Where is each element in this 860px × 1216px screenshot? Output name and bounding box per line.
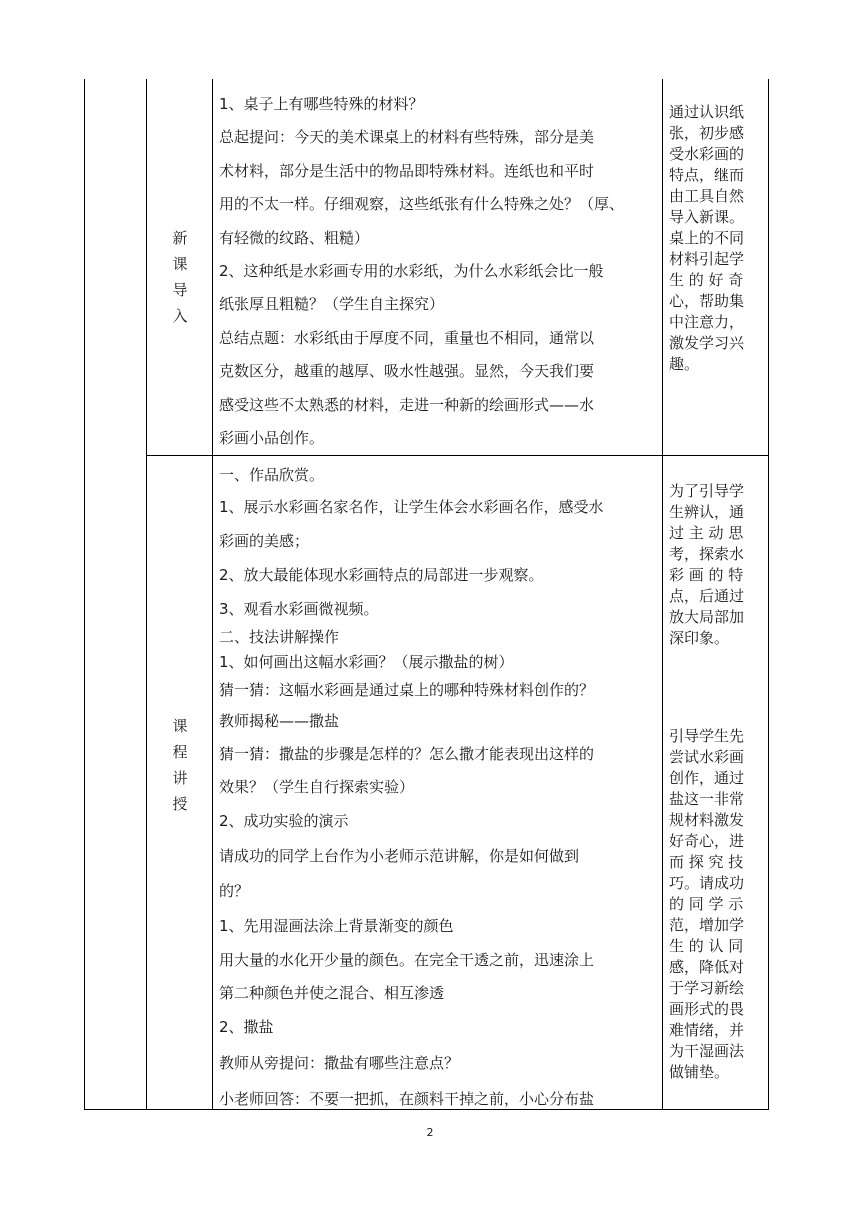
content-line: 效果？（学生自行探索实验） (219, 778, 415, 796)
content-line: 1、桌子上有哪些特殊的材料？ (219, 95, 424, 113)
content-line: 二、技法讲解操作 (219, 628, 340, 646)
content-line: 总结点题：水彩纸由于厚度不同，重量也不相同，通常以 (219, 328, 595, 347)
section-label-lecture (148, 713, 212, 817)
note-line: 特点，继而 (669, 166, 745, 184)
note-line: 材料引起学 (669, 250, 745, 268)
note-line: 考，探索水 (669, 545, 745, 563)
content-line: 用的不太一样。仔细观察，这些纸张有什么特殊之处？（厚、 (219, 195, 625, 214)
column-divider-note (662, 79, 663, 1110)
note-line: 画形式的畏 (669, 1000, 745, 1018)
note-line: 于学习新绘 (669, 979, 745, 997)
content-line: 彩画小品创作。 (219, 429, 325, 448)
section-content-new-lesson-intro (219, 88, 661, 455)
content-line: 1、展示水彩画名家名作，让学生体会水彩画名作，感受水 (219, 498, 604, 516)
section-content-lecture (219, 460, 661, 1117)
section-label-char: 新 (172, 229, 188, 247)
content-line: 纸张厚且粗糙？（学生自主探究） (219, 295, 445, 314)
content-line: 教师揭秘——撒盐 (219, 712, 340, 730)
note-line: 生辨认，通 (669, 503, 745, 521)
section-label-char: 讲 (172, 769, 188, 787)
content-line: 2、放大最能体现水彩画特点的局部进一步观察。 (219, 566, 544, 584)
note-line: 创作，通过 (669, 769, 745, 787)
table-left-border-inner (146, 79, 147, 1110)
content-line: 3、观看水彩画微视频。 (219, 600, 379, 618)
page-number: 2 (426, 1126, 434, 1139)
content-line: 用大量的水化开少量的颜色。在完全干透之前，迅速涂上 (219, 951, 595, 969)
content-line: 的？ (219, 882, 250, 900)
section-note-lecture (669, 481, 761, 649)
note-line: 为干湿画法 (669, 1042, 745, 1060)
section-note-new-lesson-intro (669, 102, 761, 375)
note-line: 难情绪，并 (669, 1021, 745, 1039)
content-line: 术材料，部分是生活中的物品即特殊材料。连纸也和平时 (219, 161, 595, 180)
note-line: 过 主 动 思 (669, 524, 744, 542)
section-label-char: 授 (172, 795, 188, 813)
note-line: 激发学习兴 (669, 334, 745, 352)
content-line: 2、撒盐 (219, 1018, 274, 1036)
content-line: 克数区分，越重的越厚、吸水性越强。显然，今天我们要 (219, 362, 595, 381)
note-line: 范，增加学 (669, 916, 745, 934)
note-line: 张，初步感 (669, 124, 745, 142)
note-line: 做铺垫。 (669, 1063, 730, 1081)
content-line: 请成功的同学上台作为小老师示范讲解，你是如何做到 (219, 847, 580, 865)
note-line: 桌上的不同 (669, 229, 745, 247)
note-line: 受水彩画的 (669, 145, 745, 163)
note-line: 放大局部加 (669, 608, 745, 626)
content-line: 教师从旁提问：撒盐有哪些注意点？ (219, 1054, 460, 1072)
note-line: 心，帮助集 (669, 292, 745, 310)
note-line: 尝试水彩画 (669, 748, 745, 766)
section-label-new-lesson-intro (148, 225, 212, 329)
section-label-char: 入 (172, 307, 188, 325)
section-label-char: 课 (172, 255, 188, 273)
content-line: 有轻微的纹路、粗糙） (219, 228, 370, 247)
note-line: 的 同 学 示 (669, 895, 744, 913)
note-line: 生 的 认 同 (669, 937, 744, 955)
section-label-char: 导 (172, 281, 188, 299)
content-line: 第二种颜色并使之混合、相互渗透 (219, 984, 445, 1002)
note-line: 盐这一非常 (669, 790, 745, 808)
note-line: 中注意力， (669, 313, 745, 331)
note-line: 好奇心，进 (669, 832, 745, 850)
note-line: 引导学生先 (669, 727, 745, 745)
table-right-border (768, 79, 769, 1110)
section-label-char: 课 (172, 717, 188, 735)
note-line: 点，后通过 (669, 587, 745, 605)
content-line: 总起提问：今天的美术课桌上的材料有些特殊，部分是美 (219, 128, 595, 147)
note-line: 深印象。 (669, 629, 730, 647)
section-label-char: 程 (172, 743, 188, 761)
content-line: 猜一猜：撒盐的步骤是怎样的？怎么撒才能表现出这样的 (219, 745, 595, 763)
note-line: 导入新课。 (669, 208, 745, 226)
content-line: 猜一猜：这幅水彩画是通过桌上的哪种特殊材料创作的？ (219, 681, 595, 699)
note-line: 彩 画 的 特 (669, 566, 744, 584)
note-line: 规材料激发 (669, 811, 745, 829)
note-line: 由工具自然 (669, 187, 745, 205)
content-line: 感受这些不太熟悉的材料，走进一种新的绘画形式——水 (219, 395, 595, 414)
note-line: 巧。请成功 (669, 874, 745, 892)
note-line: 而 探 究 技 (669, 853, 744, 871)
content-line: 彩画的美感； (219, 532, 310, 550)
note-line: 感，降低对 (669, 958, 745, 976)
table-left-border-outer (84, 79, 85, 1110)
section-note-lecture-guidance (669, 726, 761, 1083)
note-line: 为了引导学 (669, 482, 745, 500)
note-line: 生 的 好 奇 (669, 271, 744, 289)
content-line: 小老师回答：不要一把抓，在颜料干掉之前，小心分布盐 (219, 1090, 595, 1108)
content-line: 2、这种纸是水彩画专用的水彩纸，为什么水彩纸会比一般 (219, 262, 604, 281)
content-line: 2、成功实验的演示 (219, 812, 349, 830)
content-line: 1、如何画出这幅水彩画？（展示撒盐的树） (219, 653, 514, 671)
content-line: 1、先用湿画法涂上背景渐变的颜色 (219, 917, 454, 935)
note-line: 通过认识纸 (669, 103, 745, 121)
content-line: 一、作品欣赏。 (219, 466, 325, 484)
note-line: 趣。 (669, 355, 700, 373)
column-divider-label (212, 79, 213, 1110)
